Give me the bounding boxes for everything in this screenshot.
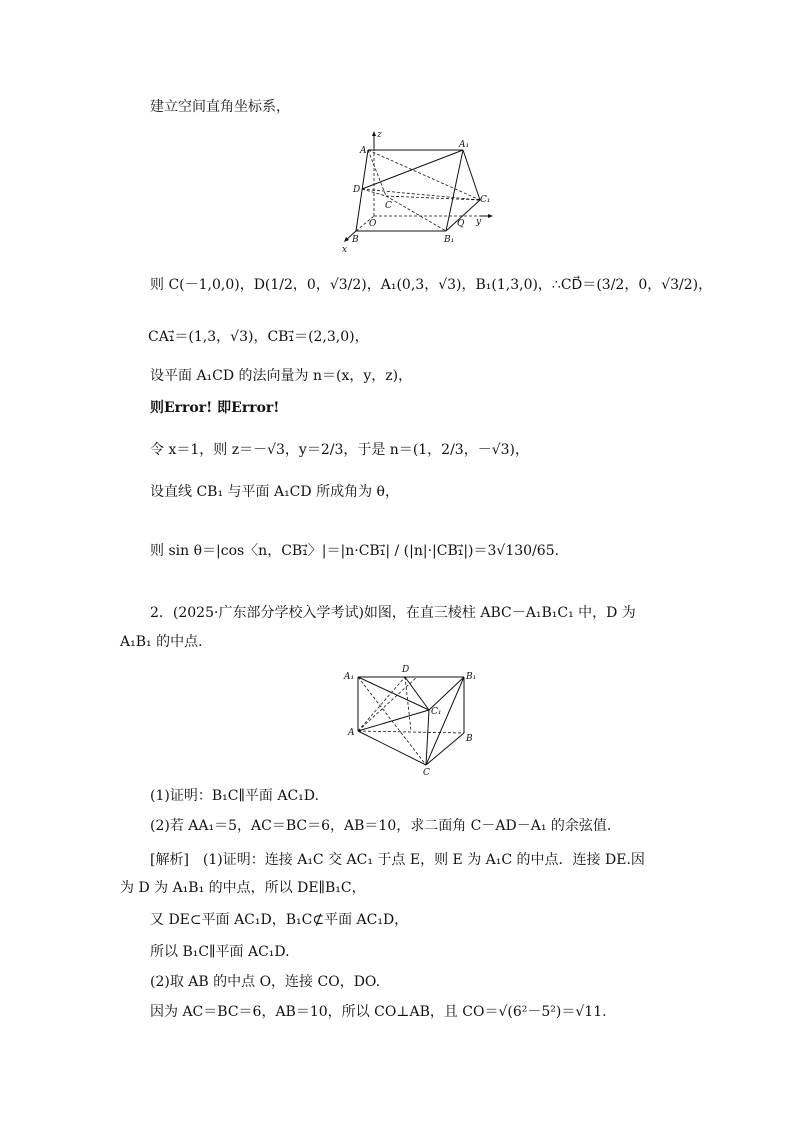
fig1-label-O: O [369,219,377,229]
text-line-16: 所以 B₁C∥平面 AC₁D. [150,944,290,960]
text-line-14: 为 D 为 A₁B₁ 的中点，所以 DE∥B₁C， [120,880,366,896]
figure-2-triangular-prism [342,660,482,778]
text-line-12: (2)若 AA₁＝5，AC＝BC＝6，AB＝10，求二面角 C－AD－A₁ 的余弦值． [150,818,621,834]
text-line-13: [解析] (1)证明：连接 A₁C 交 AC₁ 于点 E，则 E 为 A₁C 的中点．连接 DE.因 [150,852,645,868]
text-line-11: (1)证明：B₁C∥平面 AC₁D. [150,788,319,804]
text-line-4: 设平面 A₁CD 的法向量为 n＝(x，y，z)， [150,368,413,384]
text-line-7: 设直线 CB₁ 与平面 A₁CD 所成角为 θ， [150,484,399,500]
fig2-label-B1: B₁ [466,672,477,682]
fig2-label-A1: A₁ [344,672,355,682]
fig2-label-C1: C₁ [431,707,442,717]
text-line-6: 令 x＝1，则 z＝－√3，y＝2/3，于是 n＝(1，2/3，－√3)， [150,442,530,458]
fig1-label-z: z [377,130,382,140]
text-line-10: A₁B₁ 的中点． [120,634,213,650]
text-line-2: 则 C(－1,0,0)，D(1/2，0，√3/2)，A₁(0,3，√3)，B₁(1,3,0)，∴CD⃗＝(3/2，0，√3/2)， [150,277,713,293]
text-line-1: 建立空间直角坐标系， [150,99,290,115]
fig1-label-B: B [352,235,359,245]
text-line-8: 则 sin θ＝|cos〈n，CB₁⃗〉|＝|n·CB₁⃗| / (|n|·|CB₁⃗|)＝3√130/65. [150,543,560,559]
figure-1-prism-coordinates [338,128,498,253]
fig1-label-x: x [342,245,348,253]
fig1-label-B1: B₁ [444,235,455,245]
text-line-17: (2)取 AB 的中点 O，连接 CO，DO. [150,974,381,990]
text-line-15: 又 DE⊂平面 AC₁D，B₁C⊄平面 AC₁D， [150,912,409,928]
text-line-18: 因为 AC＝BC＝6，AB＝10，所以 CO⊥AB，且 CO＝√(6²－5²)＝√11. [150,1004,607,1020]
fig1-label-D: D [353,185,361,195]
fig2-label-C: C [423,768,430,778]
fig1-label-A1: A₁ [459,140,470,150]
text-line-9: 2．(2025·广东部分学校入学考试)如图，在直三棱柱 ABC－A₁B₁C₁ 中，D 为 [150,605,636,621]
fig1-label-A: A [360,146,367,156]
fig2-label-D: D [402,665,410,675]
fig1-label-C: C [385,201,392,211]
text-line-5: 则Error! 即Error! [150,400,280,416]
fig2-label-A: A [348,728,355,738]
fig2-label-B: B [466,734,473,744]
text-line-3: CA₁⃗＝(1,3，√3)，CB₁⃗＝(2,3,0)， [148,329,369,345]
fig1-label-Q: Q [457,219,465,229]
fig1-label-y: y [476,217,482,227]
fig1-label-C1: C₁ [480,195,491,205]
